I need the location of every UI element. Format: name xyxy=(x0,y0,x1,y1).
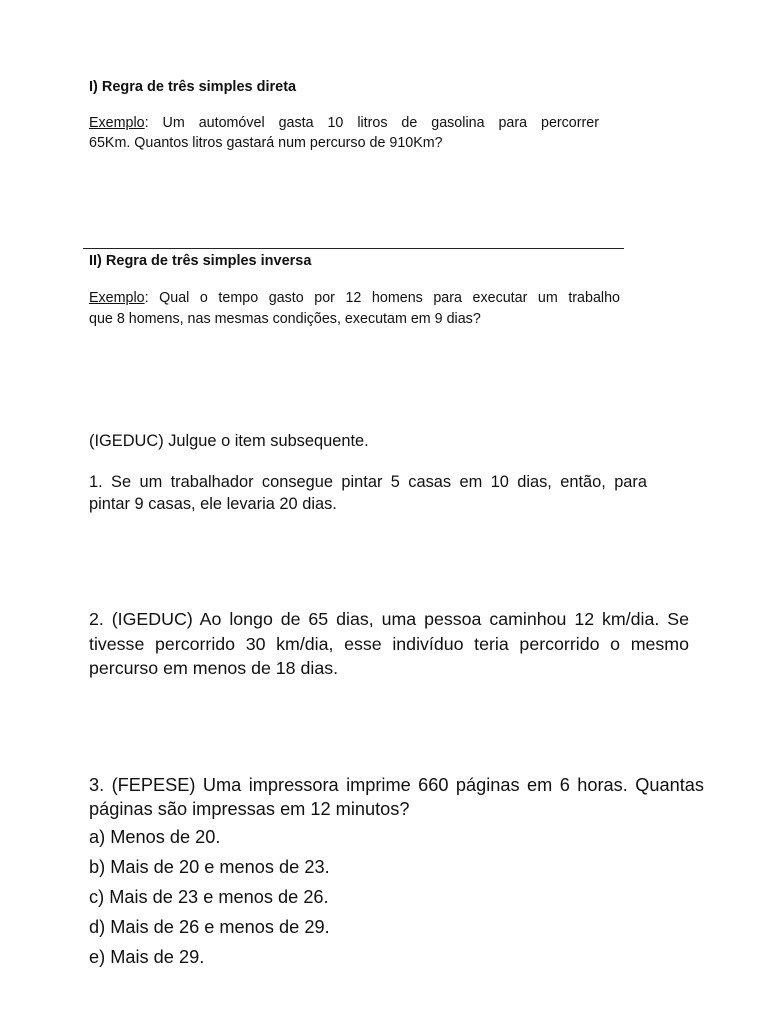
answer-option-b: b) Mais de 20 e menos de 23. xyxy=(89,857,330,877)
example-line-1: Exemplo: Um automóvel gasta 10 litros de gasolina para percorrer xyxy=(89,115,599,131)
question-line-1: 3. (FEPESE) Uma impressora imprime 660 páginas em 6 horas. Quantas xyxy=(89,775,704,795)
section-divider xyxy=(83,248,624,249)
question-line-1: 2. (IGEDUC) Ao longo de 65 dias, uma pessoa caminhou 12 km/dia. Se xyxy=(89,609,689,629)
section-heading-inverse: II) Regra de três simples inversa xyxy=(89,253,312,269)
example-label: Exemplo xyxy=(89,290,145,306)
question-line-2: tivesse percorrido 30 km/dia, esse indivíduo teria percorrido o mesmo xyxy=(89,634,689,654)
example-line-2: 65Km. Quantos litros gastará num percurso de 910Km? xyxy=(89,135,443,151)
question-line-3: percurso em menos de 18 dias. xyxy=(89,658,339,678)
answer-option-c: c) Mais de 23 e menos de 26. xyxy=(89,887,329,907)
answer-option-a: a) Menos de 20. xyxy=(89,827,221,847)
question-line-2: páginas são impressas em 12 minutos? xyxy=(89,799,410,819)
example-label: Exemplo xyxy=(89,115,145,131)
answer-option-d: d) Mais de 26 e menos de 29. xyxy=(89,917,330,937)
question-line-2: pintar 9 casas, ele levaria 20 dias. xyxy=(89,495,337,513)
example-line-2: que 8 homens, nas mesmas condições, executam em 9 dias? xyxy=(89,311,481,327)
question-intro: (IGEDUC) Julgue o item subsequente. xyxy=(89,432,369,450)
question-line-1: 1. Se um trabalhador consegue pintar 5 casas em 10 dias, então, para xyxy=(89,473,647,491)
example-line-1: Exemplo: Qual o tempo gasto por 12 homens para executar um trabalho xyxy=(89,290,620,306)
section-heading-direct: I) Regra de três simples direta xyxy=(89,79,297,95)
answer-option-e: e) Mais de 29. xyxy=(89,947,205,967)
